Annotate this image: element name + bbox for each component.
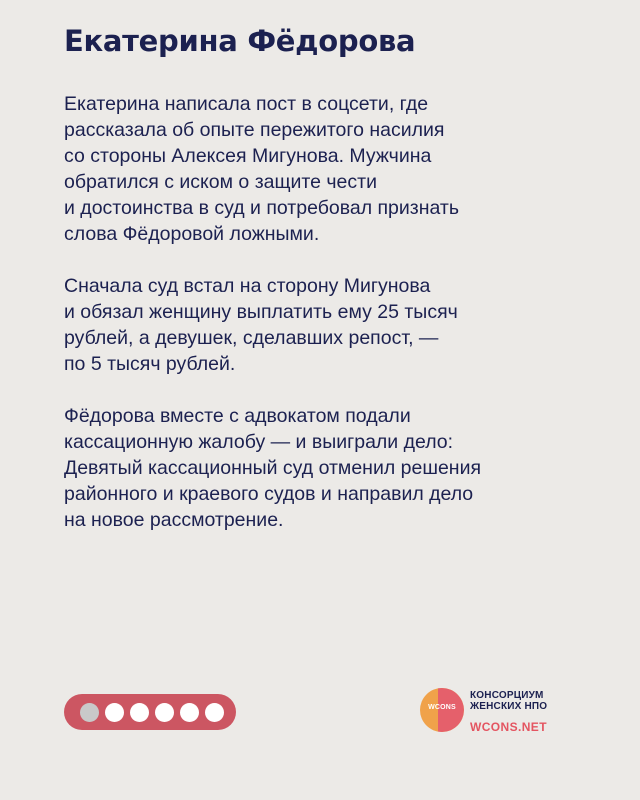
- pagination-dot-3[interactable]: [130, 703, 149, 722]
- paragraph-3: Фёдорова вместе с адвокатом подали кассационную жалобу — и выиграли дело: Девятый кассационный суд отменил решения районного и краевого судов и направил дело на новое рассмотрение.: [64, 405, 482, 531]
- logo-url: WCONS.NET: [470, 720, 547, 734]
- page-title: Екатерина Фёдорова: [64, 24, 416, 58]
- pagination-dot-4[interactable]: [155, 703, 174, 722]
- pagination-dot-1[interactable]: [80, 703, 99, 722]
- pagination-dot-5[interactable]: [180, 703, 199, 722]
- logo-line-1: КОНСОРЦИУМ: [470, 690, 544, 701]
- logo-line-2: ЖЕНСКИХ НПО: [470, 701, 548, 712]
- paragraph-1: Екатерина написала пост в соцсети, где рассказала об опыте пережитого насилия со стороны Алексея Мигунова. Мужчина обратился с иском о защите чести и достоинства в суд и потребовал признать слова Фёдоровой ложными.: [64, 93, 460, 245]
- paragraph-2: Сначала суд встал на сторону Мигунова и обязал женщину выплатить ему 25 тысяч рублей, а девушек, сделавших репост, — по 5 тысяч рублей.: [64, 275, 458, 375]
- pagination-dot-2[interactable]: [105, 703, 124, 722]
- logo-text: [470, 690, 580, 734]
- article-body: [64, 91, 584, 559]
- logo-mark: WCONS: [428, 704, 456, 711]
- carousel-pagination: [64, 694, 236, 730]
- logo-icon: [420, 688, 464, 732]
- pagination-dot-6[interactable]: [205, 703, 224, 722]
